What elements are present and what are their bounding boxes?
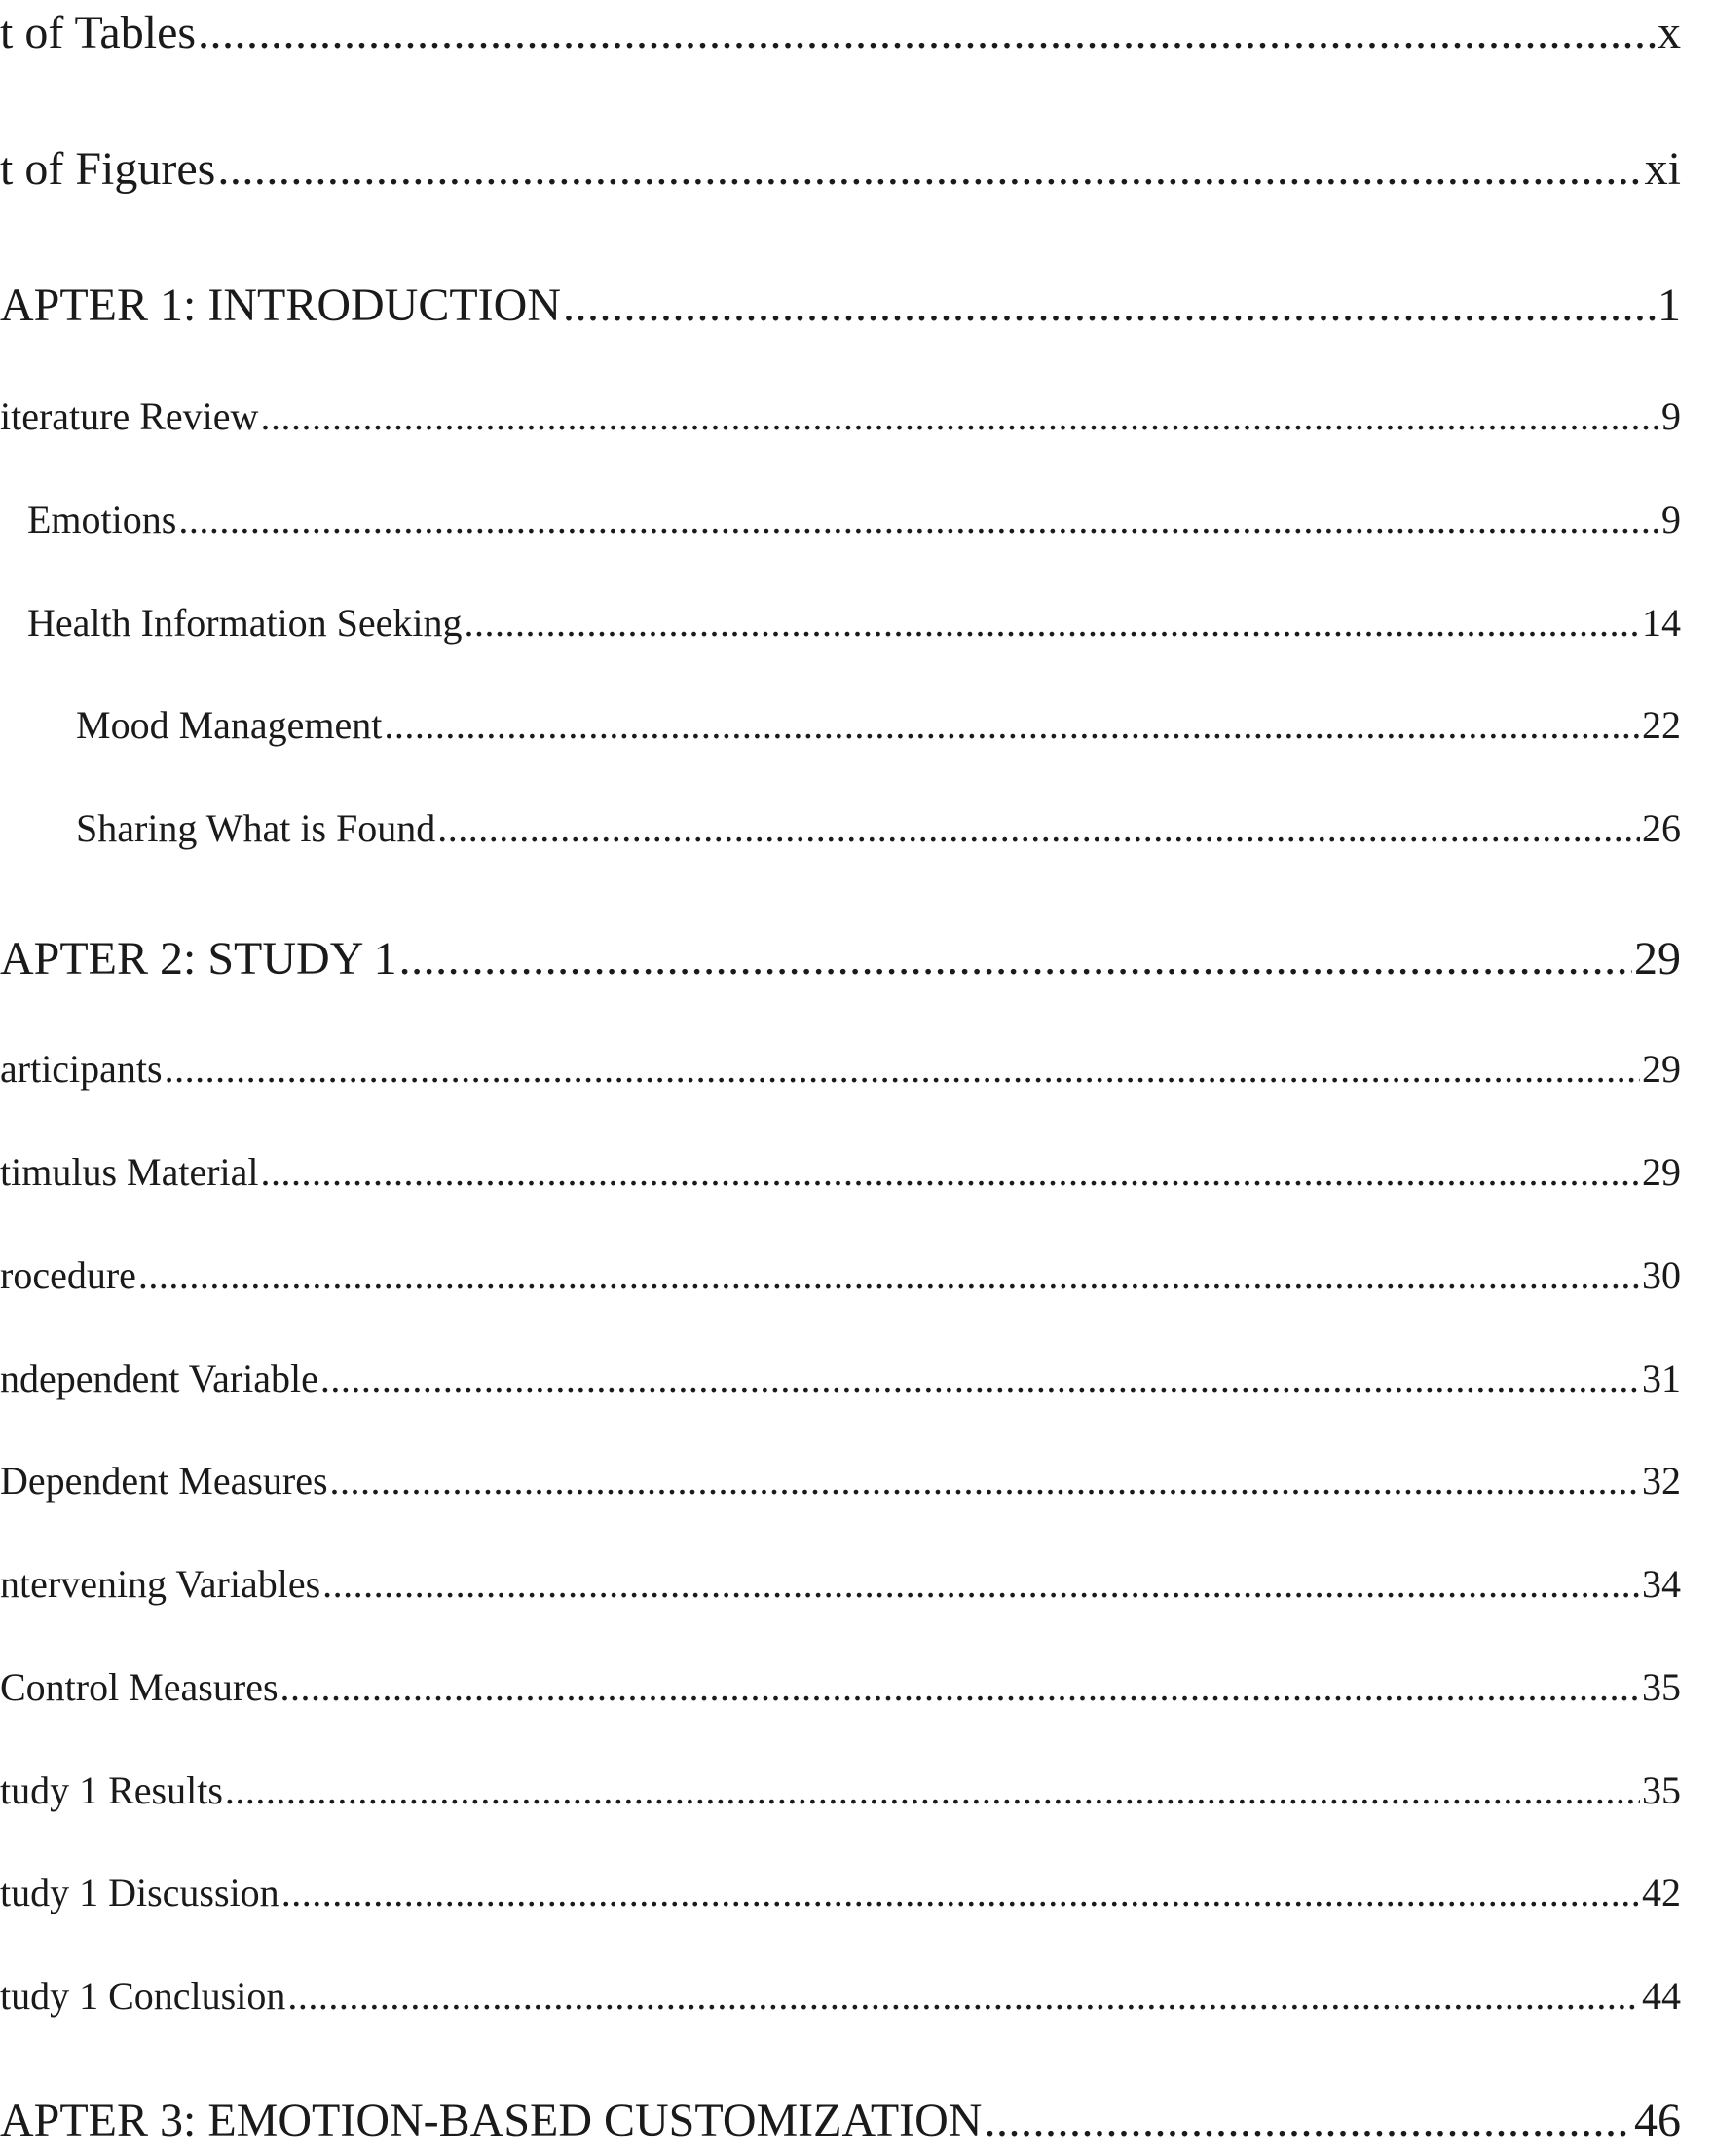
toc-entry-label: Dependent Measures [0,1459,328,1503]
toc-entry-label: Control Measures [0,1665,279,1709]
toc-entry-literature-review [0,393,1681,439]
toc-entry-label: timulus Material [0,1150,259,1194]
toc-entry-page-number: 35 [1642,1665,1681,1709]
dot-leader [399,932,1632,985]
toc-entry-label: APTER 2: STUDY 1 [0,933,397,985]
toc-entry-list-of-tables [0,6,1681,59]
toc-entry-mood-management [76,702,1681,748]
toc-entry-page-number: 44 [1642,1974,1681,2018]
toc-entry-page-number: 29 [1642,1047,1681,1091]
toc-entry-study-1-conclusion [0,1973,1681,2019]
dot-leader [138,1252,1640,1298]
toc-entry-label: articipants [0,1047,163,1091]
dot-leader [217,142,1642,196]
toc-entry-procedure [0,1252,1681,1298]
toc-entry-label: rocedure [0,1253,136,1297]
toc-entry-page-number: 29 [1642,1150,1681,1194]
dot-leader [198,6,1656,59]
toc-entry-study-1-results [0,1767,1681,1813]
toc-entry-page-number: 32 [1642,1459,1681,1503]
toc-entry-page-number: 22 [1642,703,1681,747]
toc-entry-label: tudy 1 Conclusion [0,1974,286,2018]
toc-entry-label: APTER 1: INTRODUCTION [0,279,561,331]
toc-entry-page-number: 35 [1642,1768,1681,1812]
toc-entry-page-number: 42 [1642,1871,1681,1914]
dot-leader [178,497,1659,542]
toc-entry-sharing-what-is-found [76,805,1681,851]
toc-entry-label: Sharing What is Found [76,806,436,850]
toc-entry-label: ndependent Variable [0,1357,318,1400]
dot-leader [563,279,1656,332]
toc-entry-label: Health Information Seeking [27,601,463,645]
dot-leader [330,1458,1640,1504]
toc-entry-participants [0,1046,1681,1092]
toc-entry-label: tudy 1 Results [0,1768,223,1812]
dot-leader [165,1046,1640,1092]
toc-entry-page-number: 26 [1642,806,1681,850]
toc-entry-health-information-seeking [27,600,1681,646]
toc-entry-label: t of Tables [0,7,197,58]
toc-entry-label: Emotions [27,498,177,541]
toc-entry-label: iterature Review [0,394,259,438]
dot-leader [384,702,1640,748]
toc-entry-control-measures [0,1664,1681,1710]
toc-entry-label: t of Figures [0,143,216,195]
toc-entry-page-number: 30 [1642,1253,1681,1297]
toc-entry-page-number: 34 [1642,1562,1681,1606]
dot-leader [465,600,1640,646]
toc-entry-page-number: 1 [1658,279,1681,331]
dot-leader [984,2094,1632,2147]
dot-leader [322,1561,1640,1607]
toc-entry-dependent-measures [0,1458,1681,1504]
dot-leader [225,1767,1640,1813]
toc-entry-page-number: 46 [1634,2095,1681,2146]
toc-entry-label: tudy 1 Discussion [0,1871,279,1914]
toc-entry-chapter-1 [0,279,1681,332]
toc-entry-label: APTER 3: EMOTION-BASED CUSTOMIZATION [0,2095,983,2146]
dot-leader [320,1356,1640,1401]
toc-entry-independent-variable [0,1356,1681,1401]
toc-entry-list-of-figures [0,142,1681,196]
toc-entry-page-number: 29 [1634,933,1681,985]
toc-entry-intervening-variables [0,1561,1681,1607]
toc-entry-page-number: 9 [1661,498,1681,541]
toc-entry-label: ntervening Variables [0,1562,321,1606]
toc-entry-stimulus-material [0,1149,1681,1195]
toc-entry-page-number: 31 [1642,1357,1681,1400]
dot-leader [281,1870,1640,1915]
dot-leader [280,1664,1640,1710]
toc-entry-chapter-3 [0,2094,1681,2147]
toc-entry-emotions [27,497,1681,542]
dot-leader [260,393,1659,439]
toc-entry-page-number: x [1658,7,1681,58]
toc-entry-label: Mood Management [76,703,383,747]
toc-entry-page-number: 14 [1642,601,1681,645]
dot-leader [261,1149,1640,1195]
toc-entry-page-number: 9 [1661,394,1681,438]
toc-entry-study-1-discussion [0,1870,1681,1915]
dot-leader [437,805,1640,851]
toc-entry-page-number: xi [1644,143,1681,195]
toc-entry-chapter-2 [0,932,1681,985]
dot-leader [287,1973,1640,2019]
